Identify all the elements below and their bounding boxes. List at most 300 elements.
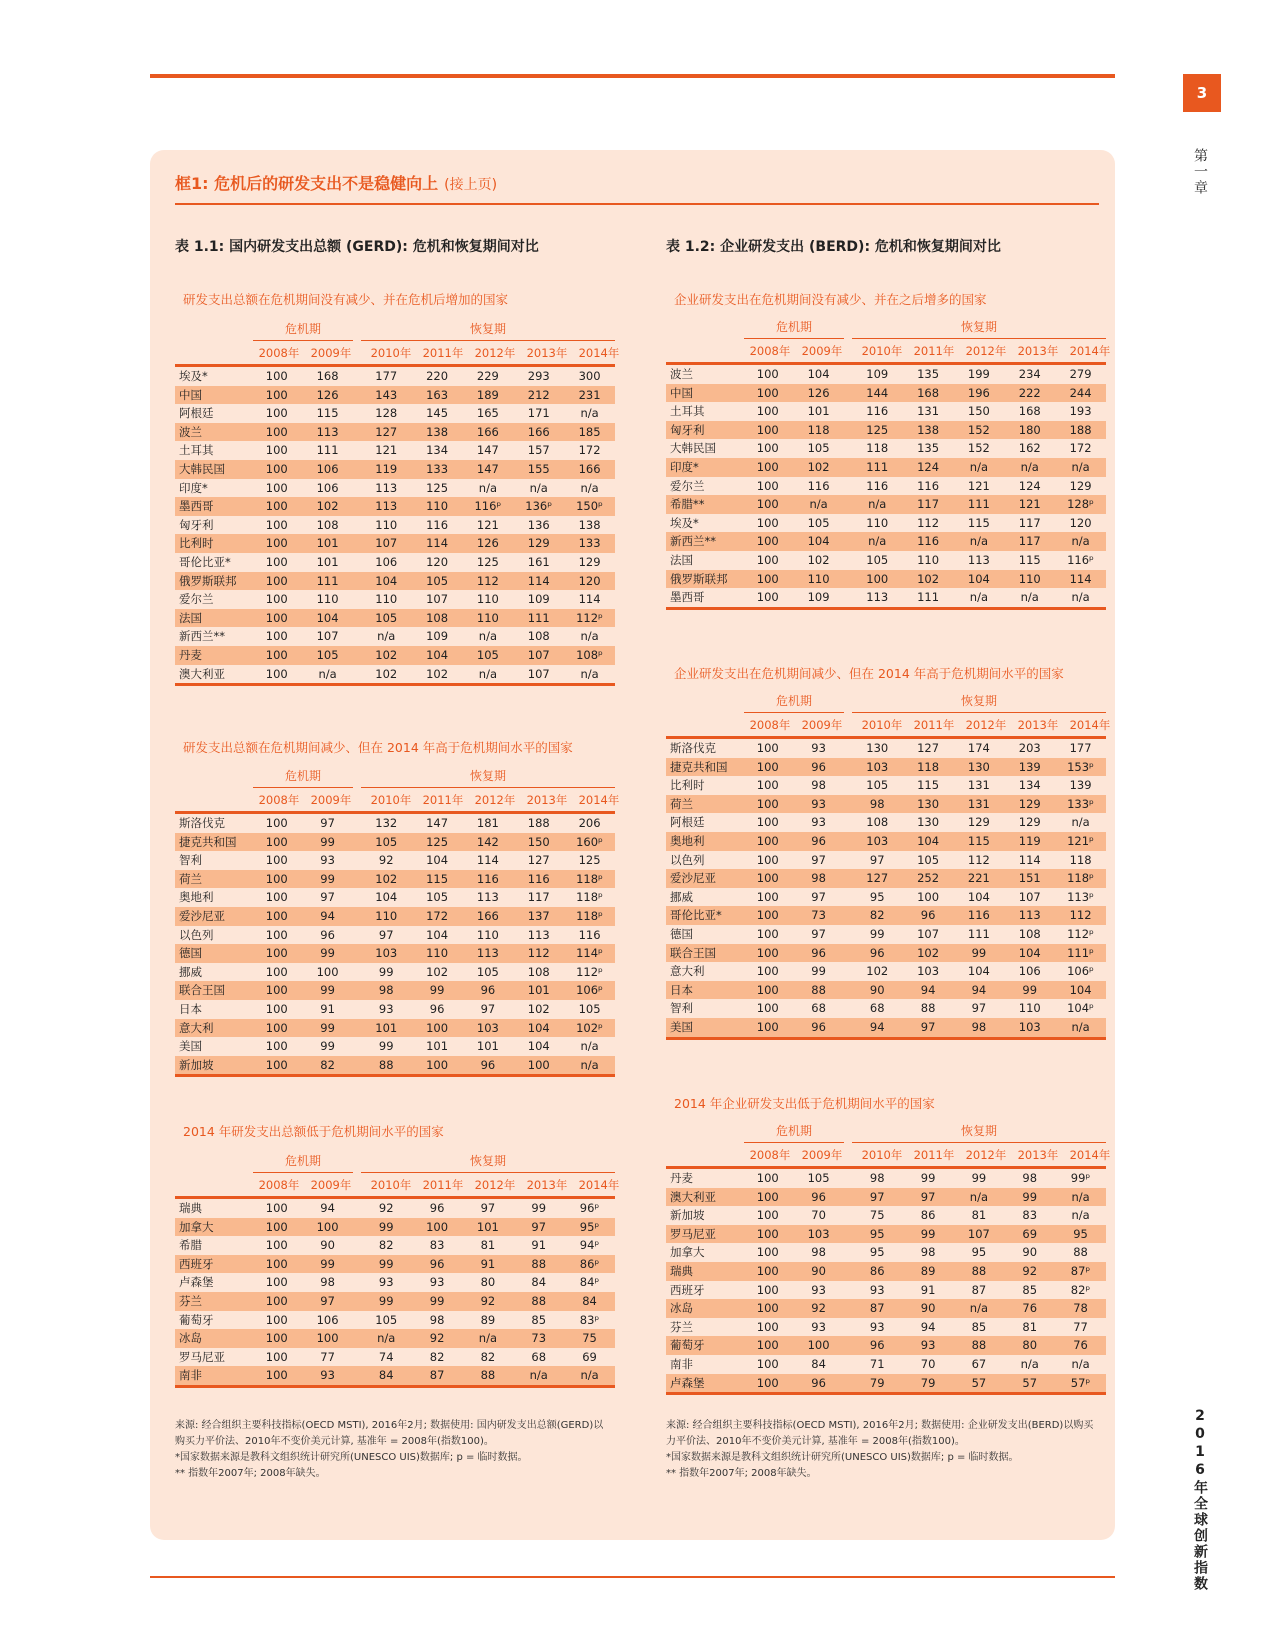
index-value: 105 [426,890,449,905]
period-gap [353,479,361,498]
table-row [175,516,615,535]
table-row [666,832,1106,851]
country-name: 大韩民国 [179,461,225,476]
index-value: 112 [527,946,550,961]
index-value: 104 [967,889,990,904]
index-value: 133 [578,536,601,551]
country-name: 土耳其 [670,404,705,419]
index-value: 203 [1018,741,1041,755]
index-value: 80 [1022,1338,1038,1353]
table-row [666,1336,1106,1355]
index-value: 88 [378,1057,394,1072]
index-value: 118 [866,441,889,456]
index-value: 91 [320,1001,335,1016]
index-value: 107 [316,629,339,644]
period-gap [844,795,852,814]
index-value: 110 [866,515,889,530]
index-value: 100 [426,1219,449,1234]
index-value: 93 [378,1001,394,1016]
left-group-2-subtitle: 2014 年研发支出总额低于危机期间水平的国家 [183,1124,444,1139]
index-value: 98 [320,1275,335,1290]
index-value: 115 [426,871,449,886]
index-value: 93 [320,853,335,868]
period-gap [844,776,852,795]
country-name: 意大利 [670,964,705,979]
period-gap [844,495,852,514]
country-name: 俄罗斯联邦 [670,571,728,586]
index-value: 77 [320,1349,335,1364]
year-header: 2010年 [370,346,412,360]
index-value: 105 [807,441,830,456]
year-header: 2010年 [861,718,903,732]
index-value: 118ᵖ [576,871,603,886]
page-number-badge: 3 [1183,74,1221,112]
index-value: 100 [316,1219,339,1234]
index-value: n/a [1020,459,1039,474]
period-gap [353,1199,361,1218]
period-gap [353,1037,361,1056]
index-value: 100 [265,1275,288,1290]
index-value: 105 [375,834,398,849]
index-value: 113 [375,499,398,514]
index-value: 90 [320,1238,335,1253]
period-gap [844,1188,852,1207]
index-value: 97 [480,1001,496,1016]
year-header: 2009年 [310,346,352,360]
table-1-1-title: 表 1.1: 国内研发支出总额 (GERD): 危机和恢复期间对比 [175,239,539,255]
period-gap [844,477,852,496]
index-value: 100 [807,1338,830,1353]
index-value: n/a [377,629,396,644]
index-value: 88 [531,1293,547,1308]
country-name: 法国 [670,552,693,567]
index-value: 100 [265,647,288,662]
index-value: 181 [476,816,499,830]
index-value: 121 [967,478,990,493]
table-row [175,646,615,665]
index-value: 129 [1069,478,1092,493]
index-value: 117 [1018,515,1041,530]
country-name: 澳大利亚 [670,1189,716,1204]
index-value: 100 [265,1201,288,1215]
index-value: 111 [967,497,990,512]
country-name: 新西兰** [179,629,225,644]
index-value: 100 [316,1331,339,1346]
index-value: 100 [265,983,288,998]
index-value: 101 [316,554,339,569]
index-value: 293 [527,369,550,383]
index-value: 98 [971,1019,987,1034]
table-row [175,386,615,405]
country-name: 希腊** [670,497,705,512]
index-value: 121ᵖ [1067,833,1094,848]
bottom-rule [150,1576,1115,1578]
index-value: 100 [866,571,889,586]
table-row [175,963,615,982]
index-value: 161 [527,554,550,569]
index-value: 90 [1022,1245,1038,1260]
period-gap [844,1262,852,1281]
country-name: 意大利 [179,1020,214,1035]
index-value: 100 [265,871,288,886]
period-gap [353,1348,361,1367]
index-value: 105 [476,964,499,979]
index-value: 99 [429,1293,445,1308]
table-row [666,570,1106,589]
table-row [666,421,1106,440]
recovery-period-header: 恢复期 [852,1120,1106,1143]
left-group-0-header [175,318,620,366]
index-value: 95 [971,1245,987,1260]
year-header: 2014年 [578,346,620,360]
index-value: 100 [756,1375,779,1390]
index-value: 102 [426,666,449,681]
table-row [666,962,1106,981]
period-gap [353,963,361,982]
year-header: 2011年 [913,1148,955,1162]
index-value: 100 [265,1020,288,1035]
index-value: 131 [967,796,990,811]
index-value: 86ᵖ [579,1256,600,1271]
index-value: 57ᵖ [1070,1375,1091,1390]
index-value: 172 [578,443,601,458]
index-value: 96 [811,1375,826,1390]
index-value: 103 [917,964,940,979]
index-value: 82 [480,1349,496,1364]
index-value: 116 [426,517,449,532]
index-value: 98 [920,1245,936,1260]
year-header: 2008年 [258,346,300,360]
index-value: 112 [967,852,990,867]
index-value: 163 [426,387,449,402]
index-value: 128ᵖ [1067,497,1094,512]
period-gap [353,1329,361,1348]
right-group-2-subtitle: 2014 年企业研发支出低于危机期间水平的国家 [674,1096,935,1111]
index-value: 99 [378,1256,394,1271]
index-value: 108 [866,815,889,830]
index-value: 150 [967,404,990,419]
period-gap [844,384,852,403]
year-header: 2013年 [526,793,568,807]
index-value: 96 [811,945,826,960]
right-note-doublestar: ** 指数年2007年; 2008年缺失。 [666,1468,817,1479]
period-gap [844,832,852,851]
index-value: 108 [1018,926,1041,941]
index-value: 99 [320,834,335,849]
top-rule [150,74,1115,78]
table-row [666,365,1106,384]
index-value: 147 [476,443,499,458]
period-gap [353,1366,361,1385]
index-value: 99 [320,1256,335,1271]
year-header: 2012年 [474,793,516,807]
index-value: 113 [476,890,499,905]
index-value: 107 [1018,889,1041,904]
index-value: 97 [320,890,335,905]
index-value: 105 [866,778,889,793]
index-value: n/a [1071,1019,1090,1034]
index-value: 100 [265,1057,288,1072]
index-value: n/a [1071,590,1090,605]
index-value: 100 [265,834,288,849]
index-value: 196 [967,385,990,400]
index-value: 166 [476,424,499,439]
year-header: 2010年 [370,1178,412,1192]
index-value: 57 [1022,1375,1038,1390]
index-value: 91 [531,1238,547,1253]
index-value: 121 [1018,497,1041,512]
index-value: 113 [866,590,889,605]
period-gap [844,981,852,1000]
crisis-period-header: 危机期 [744,690,844,713]
index-value: 93 [869,1282,885,1297]
country-name: 法国 [179,610,202,625]
index-value: 106 [1018,964,1041,979]
index-value: 155 [527,461,550,476]
left-group-0-table [175,364,615,686]
period-gap [844,1206,852,1225]
index-value: 92 [378,1201,394,1215]
period-gap [844,1336,852,1355]
index-value: 160ᵖ [576,834,603,849]
index-value: 143 [375,387,398,402]
country-name: 瑞典 [179,1201,202,1215]
index-value: 100 [265,517,288,532]
index-value: 99 [1022,982,1038,997]
index-value: 90 [869,982,885,997]
index-value: 111 [316,443,339,458]
index-value: 177 [1069,741,1092,755]
index-value: 84 [811,1356,826,1371]
index-value: 120 [1069,515,1092,530]
index-value: 100 [756,441,779,456]
index-value: 100 [265,964,288,979]
index-value: n/a [1071,534,1090,549]
index-value: 100 [756,1319,779,1334]
index-value: 97 [869,852,885,867]
index-value: 135 [917,441,940,456]
year-header: 2009年 [801,1148,843,1162]
index-value: 99 [869,926,885,941]
recovery-period-header: 恢复期 [852,316,1106,339]
index-value: 85 [531,1312,547,1327]
index-value: 93 [429,1275,445,1290]
index-value: 73 [531,1331,547,1346]
table-row [666,906,1106,925]
period-gap [353,627,361,646]
period-gap [844,1318,852,1337]
index-value: 104 [527,1020,550,1035]
index-value: 152 [967,441,990,456]
index-value: 88 [920,1001,936,1016]
right-group-2-table [666,1166,1106,1395]
index-value: 174 [967,741,990,755]
period-gap [844,532,852,551]
index-value: 100 [265,908,288,923]
country-name: 埃及* [670,515,699,530]
index-value: 136ᵖ [525,499,553,514]
table-row [175,833,615,852]
index-value: 102 [375,647,398,662]
index-value: 128 [375,406,398,421]
table-row [666,869,1106,888]
country-name: 联合王国 [670,945,716,960]
index-value: 84 [582,1293,597,1308]
year-header: 2008年 [258,1178,300,1192]
right-group-0-subtitle: 企业研发支出在危机期间没有减少、并在之后增多的国家 [674,292,987,307]
index-value: 110 [917,552,940,567]
period-gap [844,944,852,963]
table-row [175,1273,615,1292]
index-value: 100 [265,1219,288,1234]
index-value: 93 [920,1338,936,1353]
index-value: 193 [1069,404,1092,419]
index-value: 100 [756,1356,779,1371]
index-value: 99 [320,871,335,886]
left-note-doublestar: ** 指数年2007年; 2008年缺失。 [175,1468,326,1479]
index-value: 104 [967,571,990,586]
country-name: 以色列 [670,852,705,867]
table-row [666,1262,1106,1281]
period-gap [353,1292,361,1311]
period-gap [844,1281,852,1300]
index-value: 94 [920,982,936,997]
index-value: 105 [426,573,449,588]
index-value: 114 [426,536,449,551]
index-value: n/a [1071,1189,1090,1204]
index-value: 104 [527,1039,550,1054]
period-gap [353,907,361,926]
table-row [175,851,615,870]
table-row [666,514,1106,533]
year-header: 2011年 [422,1178,464,1192]
index-value: 78 [1073,1301,1088,1316]
index-value: 104 [807,367,830,381]
index-value: 94 [971,982,987,997]
index-value: 100 [426,1057,449,1072]
index-value: 100 [756,367,779,381]
year-header: 2012年 [474,346,516,360]
index-value: 100 [756,1263,779,1278]
index-value: 82 [320,1057,335,1072]
index-value: 100 [756,385,779,400]
table-row [175,1366,615,1385]
index-value: 125 [426,834,449,849]
index-value: 107 [527,647,550,662]
period-gap [353,981,361,1000]
index-value: 94 [869,1019,885,1034]
index-value: 99 [378,1219,394,1234]
year-header: 2014年 [578,793,620,807]
index-value: 112 [1069,908,1092,923]
country-name: 德国 [670,926,693,941]
period-gap [353,926,361,945]
country-name: 俄罗斯联邦 [179,573,237,588]
index-value: 96 [480,1057,496,1072]
box-title-rule [175,203,1099,205]
box-title-text: 框1: 危机后的研发支出不是稳健向上 [175,174,439,193]
table-row [175,590,615,609]
table-row [175,534,615,553]
index-value: 100 [756,515,779,530]
crisis-period-header: 危机期 [253,1150,353,1173]
index-value: 157 [527,443,550,458]
index-value: 97 [320,1293,335,1308]
right-note-star: *国家数据来源是教科文组织统计研究所(UNESCO UIS)数据库; p = 临时数据。 [666,1452,1019,1463]
country-name: 斯洛伐克 [179,816,225,830]
table-row [666,944,1106,963]
index-value: 229 [476,369,499,383]
index-value: 99 [378,1039,394,1054]
index-value: 139 [1069,778,1092,793]
index-value: 99 [320,946,335,961]
index-value: n/a [529,1368,548,1383]
index-value: n/a [969,1301,988,1316]
index-value: 100 [265,480,288,495]
period-gap [844,925,852,944]
year-header: 2012年 [965,1148,1007,1162]
period-gap [353,1056,361,1075]
table-row [666,813,1106,832]
table-row [175,1255,615,1274]
country-name: 捷克共和国 [179,834,237,849]
index-value: 121 [375,443,398,458]
index-value: 100 [756,1019,779,1034]
index-value: 97 [480,1201,496,1215]
table-row [175,479,615,498]
index-value: 95ᵖ [579,1219,600,1234]
table-row [175,1329,615,1348]
index-value: 76 [1073,1338,1088,1353]
index-value: 70 [811,1208,826,1223]
country-name: 爱尔兰 [670,478,705,493]
index-value: 95 [1073,1226,1088,1241]
index-value: 114ᵖ [576,946,603,961]
table-row [666,795,1106,814]
index-value: 102 [527,1001,550,1016]
index-value: 126 [316,387,339,402]
index-value: 81 [1022,1319,1038,1334]
table-row [175,1199,615,1218]
index-value: 116 [578,927,601,942]
index-value: 96 [429,1201,445,1215]
index-value: 91 [480,1256,496,1271]
index-value: n/a [1020,1356,1039,1371]
country-name: 荷兰 [179,871,202,886]
table-row [175,1292,615,1311]
index-value: 100 [756,852,779,867]
table-row [175,1311,615,1330]
index-value: 244 [1069,385,1092,400]
index-value: 206 [578,816,601,830]
index-value: 102 [866,964,889,979]
country-name: 比利时 [670,778,705,793]
index-value: 144 [866,385,889,400]
index-value: 99 [1022,1189,1038,1204]
country-name: 卢森堡 [670,1375,705,1390]
period-gap [844,851,852,870]
index-value: 99 [378,1293,394,1308]
table-row [666,477,1106,496]
index-value: 116 [527,871,550,886]
index-value: 96 [811,833,826,848]
index-value: 116ᵖ [474,499,502,514]
period-gap [353,944,361,963]
index-value: 152 [967,422,990,437]
country-name: 西班牙 [670,1282,705,1297]
index-value: 100 [756,796,779,811]
index-value: 127 [866,871,889,886]
